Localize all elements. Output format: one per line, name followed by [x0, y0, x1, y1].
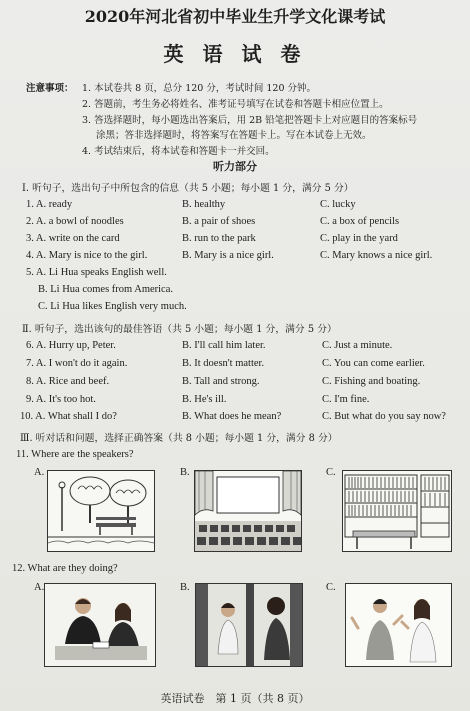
option-text: 3. A. write on the card — [26, 233, 120, 244]
option-text: B. a pair of shoes — [182, 216, 256, 227]
note-item: 2. 答题前，考生务必将姓名、准考证号填写在试卷和答题卡相应位置上。 — [82, 99, 389, 110]
option-text: 8. A. Rice and beef. — [26, 376, 110, 387]
note-item: 1. 本试卷共 8 页，总分 120 分，考试时间 120 分钟。 — [82, 83, 317, 94]
page-footer: 英语试卷 第 1 页（共 8 页） — [160, 692, 310, 705]
notes-label: 注意事项： — [26, 83, 74, 94]
option-label: B. — [180, 467, 190, 478]
doorway-scene-image — [195, 583, 303, 667]
option-label: A. — [34, 467, 45, 478]
option-text: C. But what do you say now? — [322, 411, 446, 422]
option-label: C. — [326, 467, 336, 478]
option-text: C. I'm fine. — [322, 394, 370, 405]
option-text: C. You can come earlier. — [322, 358, 425, 369]
option-text: 9. A. It's too hot. — [26, 394, 96, 405]
option-text: C. Mary knows a nice girl. — [320, 250, 433, 261]
option-text: 6. A. Hurry up, Peter. — [26, 340, 116, 351]
option-text: C. Just a minute. — [322, 340, 393, 351]
option-text: C. Li Hua likes English very much. — [38, 301, 187, 312]
option-text: C. lucky — [320, 199, 356, 210]
option-text: C. play in the yard — [320, 233, 398, 244]
option-text: 7. A. I won't do it again. — [26, 358, 128, 369]
option-text: B. It doesn't matter. — [182, 358, 265, 369]
option-text: B. Tall and strong. — [182, 376, 260, 387]
option-text: B. He's ill. — [182, 394, 227, 405]
option-label: C. — [326, 582, 336, 593]
option-label: B. — [180, 582, 190, 593]
option-text: C. a box of pencils — [320, 216, 400, 227]
section-heading: Ⅲ. 听对话和问题，选择正确答案（共 8 小题；每小题 1 分，满分 8 分） — [20, 433, 338, 444]
park-scene-image — [47, 470, 155, 552]
option-text: B. Mary is a nice girl. — [182, 250, 274, 261]
eating-scene-image — [44, 583, 156, 667]
library-scene-image — [342, 470, 452, 552]
option-text: 10. A. What shall I do? — [20, 411, 117, 422]
option-text: B. Li Hua comes from America. — [38, 284, 174, 295]
section-heading: Ⅱ. 听句子，选出该句的最佳答语（共 5 小题；每小题 1 分，满分 5 分） — [22, 324, 337, 335]
listening-section-title: 听力部分 — [213, 160, 257, 173]
section-heading: Ⅰ. 听句子，选出句子中所包含的信息（共 5 小题；每小题 1 分，满分 5 分） — [22, 183, 354, 194]
option-text: 1. A. ready — [26, 199, 73, 210]
option-text: B. What does he mean? — [182, 411, 282, 422]
option-label: A. — [34, 582, 45, 593]
note-item: 涂黑；答非选择题时，将答案写在答题卡上。写在本试卷上无效。 — [96, 130, 372, 141]
option-text: B. run to the park — [182, 233, 256, 244]
exam-subtitle: 英 语 试 卷 — [163, 42, 307, 66]
cinema-scene-image — [194, 470, 302, 552]
option-text: 4. A. Mary is nice to the girl. — [26, 250, 148, 261]
question-text: 11. Where are the speakers? — [16, 449, 134, 460]
option-text: C. Fishing and boating. — [322, 376, 421, 387]
exam-title: 2020年河北省初中毕业生升学文化课考试 — [84, 7, 386, 26]
talking-scene-image — [345, 583, 452, 667]
note-item: 3. 答选择题时，每小题选出答案后，用 2B 铅笔把答题卡上对应题目的答案标号 — [82, 115, 418, 126]
option-text: B. healthy — [182, 199, 226, 210]
note-item: 4. 考试结束后，将本试卷和答题卡一并交回。 — [82, 146, 275, 157]
question-text: 12. What are they doing? — [12, 563, 118, 574]
option-text: 2. A. a bowl of noodles — [26, 216, 124, 227]
option-text: 5. A. Li Hua speaks English well. — [26, 267, 167, 278]
option-text: B. I'll call him later. — [182, 340, 266, 351]
